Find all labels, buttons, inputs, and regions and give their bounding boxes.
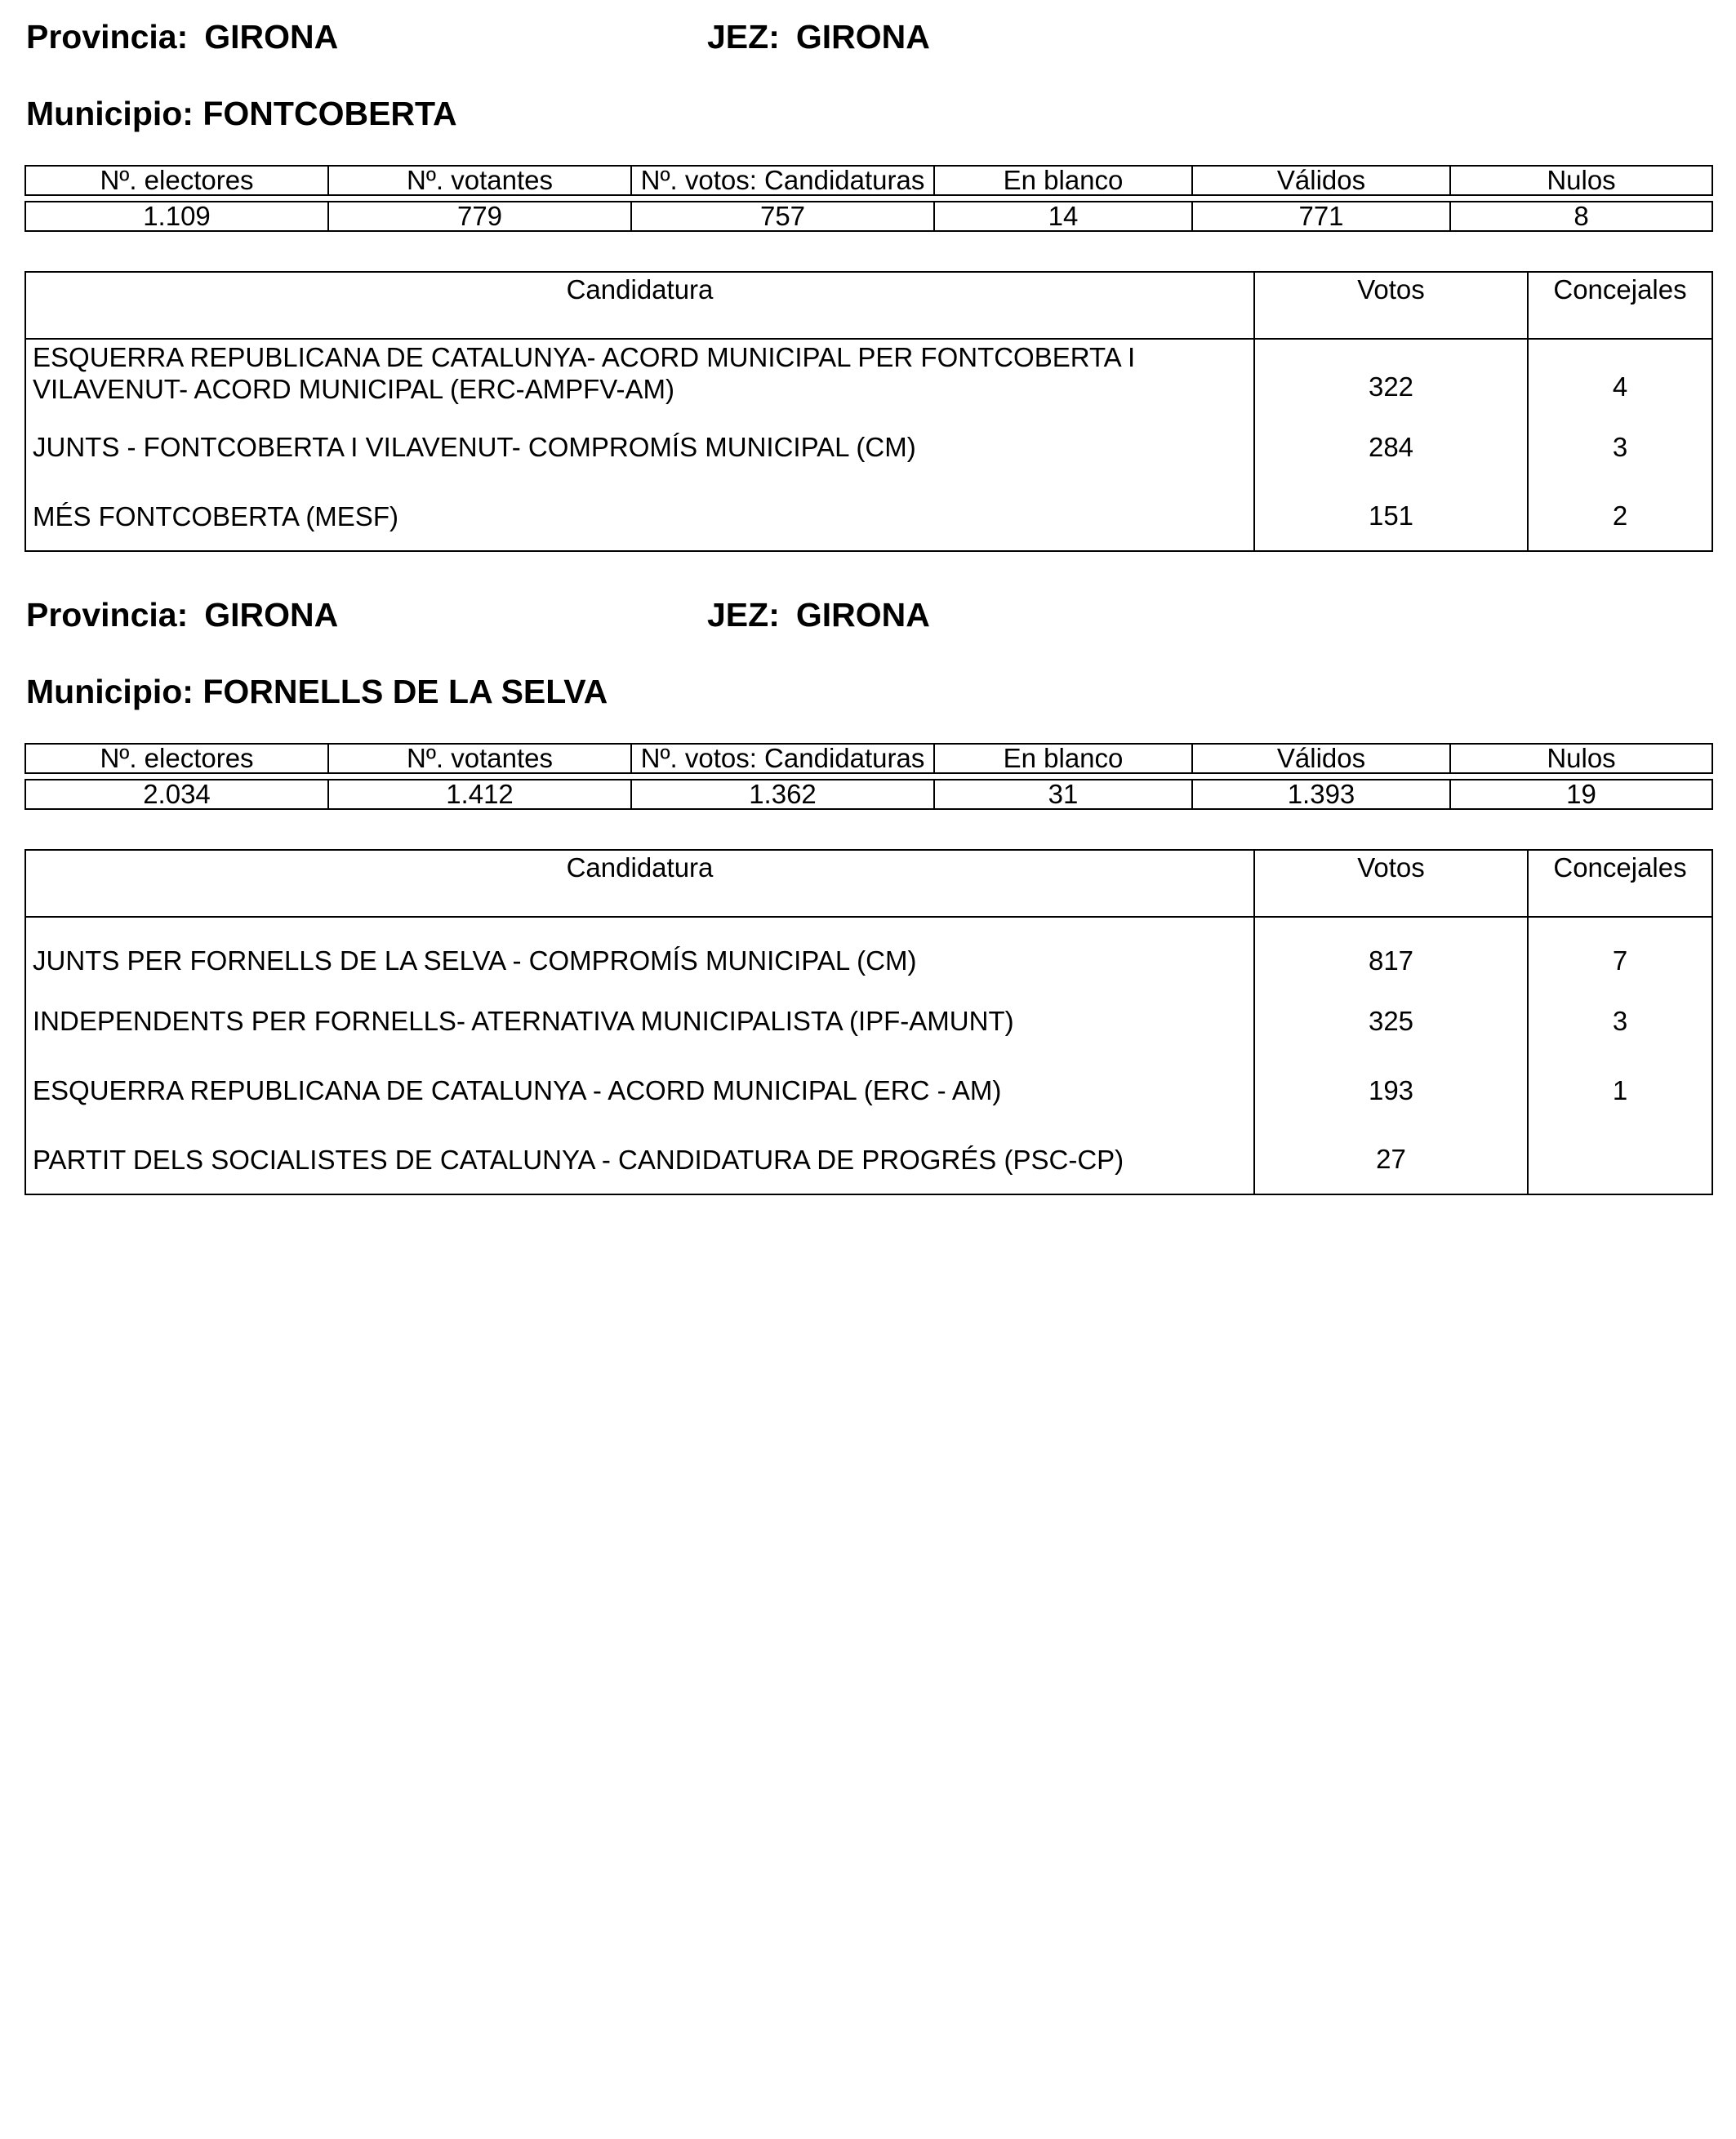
value-en-blanco: 31 <box>934 780 1192 809</box>
municipio-heading <box>26 671 608 712</box>
header-en-blanco: En blanco <box>934 166 1192 195</box>
header-votos: Votos <box>1254 850 1528 917</box>
candidate-seats: 4 <box>1528 339 1712 412</box>
municipio-value: FORNELLS DE LA SELVA <box>203 673 608 710</box>
candidate-seats: 7 <box>1528 917 1712 986</box>
value-validos: 1.393 <box>1192 780 1450 809</box>
table-row <box>25 339 1712 412</box>
value-votantes: 779 <box>328 202 631 231</box>
header-candidatura: Candidatura <box>25 272 1254 339</box>
jez-heading <box>707 594 930 635</box>
header-concejales: Concejales <box>1528 272 1712 339</box>
header-concejales: Concejales <box>1528 850 1712 917</box>
candidates-header-row <box>25 272 1712 339</box>
table-row <box>25 412 1712 482</box>
candidate-name: ESQUERRA REPUBLICANA DE CATALUNYA - ACORD MUNICIPAL (ERC - AM) <box>25 1056 1254 1125</box>
candidate-votes: 284 <box>1254 412 1528 482</box>
candidate-votes: 817 <box>1254 917 1528 986</box>
header-votantes: Nº. votantes <box>328 166 631 195</box>
candidates-table <box>24 849 1713 1195</box>
header-votos-candidaturas: Nº. votos: Candidaturas <box>631 744 934 773</box>
value-electores: 1.109 <box>25 202 328 231</box>
provincia-heading <box>26 16 338 57</box>
candidate-votes: 27 <box>1254 1125 1528 1194</box>
header-candidatura: Candidatura <box>25 850 1254 917</box>
candidate-name: ESQUERRA REPUBLICANA DE CATALUNYA- ACORD MUNICIPAL PER FONTCOBERTA I VILAVENUT- ACORD MUNICIPAL (ERC-AMPFV-AM) <box>25 339 1254 412</box>
candidate-name: JUNTS PER FORNELLS DE LA SELVA - COMPROMÍS MUNICIPAL (CM) <box>25 917 1254 986</box>
value-nulos: 19 <box>1450 780 1712 809</box>
results-summary-table <box>24 165 1713 232</box>
candidate-votes: 322 <box>1254 339 1528 412</box>
summary-header-row <box>25 744 1712 773</box>
municipio-label: Municipio: <box>26 673 194 710</box>
table-row <box>25 1125 1712 1194</box>
summary-value-row <box>25 202 1712 231</box>
header-validos: Válidos <box>1192 744 1450 773</box>
header-votos-candidaturas: Nº. votos: Candidaturas <box>631 166 934 195</box>
value-votos-candidaturas: 1.362 <box>631 780 934 809</box>
table-row <box>25 482 1712 551</box>
candidate-name: JUNTS - FONTCOBERTA I VILAVENUT- COMPROMÍS MUNICIPAL (CM) <box>25 412 1254 482</box>
candidate-votes: 193 <box>1254 1056 1528 1125</box>
provincia-label: Provincia: <box>26 596 189 634</box>
header-en-blanco: En blanco <box>934 744 1192 773</box>
header-validos: Válidos <box>1192 166 1450 195</box>
candidate-votes: 325 <box>1254 986 1528 1056</box>
header-votos: Votos <box>1254 272 1528 339</box>
table-row <box>25 917 1712 986</box>
value-electores: 2.034 <box>25 780 328 809</box>
table-row <box>25 1056 1712 1125</box>
municipio-value: FONTCOBERTA <box>203 95 457 132</box>
candidate-name: MÉS FONTCOBERTA (MESF) <box>25 482 1254 551</box>
candidate-seats: 3 <box>1528 986 1712 1056</box>
provincia-value: GIRONA <box>204 596 339 634</box>
header-nulos: Nulos <box>1450 166 1712 195</box>
results-summary-table <box>24 743 1713 810</box>
summary-header-row <box>25 166 1712 195</box>
municipio-label: Municipio: <box>26 95 194 132</box>
summary-value-row <box>25 780 1712 809</box>
jez-label: JEZ: <box>707 596 780 634</box>
candidate-seats: 1 <box>1528 1056 1712 1125</box>
candidate-seats <box>1528 1125 1712 1194</box>
candidate-name: PARTIT DELS SOCIALISTES DE CATALUNYA - CANDIDATURA DE PROGRÉS (PSC-CP) <box>25 1125 1254 1194</box>
candidate-seats: 3 <box>1528 412 1712 482</box>
value-en-blanco: 14 <box>934 202 1192 231</box>
jez-heading <box>707 16 930 57</box>
jez-value: GIRONA <box>795 18 930 56</box>
value-votantes: 1.412 <box>328 780 631 809</box>
provincia-value: GIRONA <box>204 18 339 56</box>
header-votantes: Nº. votantes <box>328 744 631 773</box>
provincia-label: Provincia: <box>26 18 189 56</box>
value-votos-candidaturas: 757 <box>631 202 934 231</box>
header-electores: Nº. electores <box>25 166 328 195</box>
candidate-name: INDEPENDENTS PER FORNELLS- ATERNATIVA MUNICIPALISTA (IPF-AMUNT) <box>25 986 1254 1056</box>
jez-value: GIRONA <box>795 596 930 634</box>
table-row <box>25 986 1712 1056</box>
municipio-heading <box>26 93 457 134</box>
candidate-seats: 2 <box>1528 482 1712 551</box>
candidate-votes: 151 <box>1254 482 1528 551</box>
value-nulos: 8 <box>1450 202 1712 231</box>
provincia-heading <box>26 594 338 635</box>
candidates-table <box>24 271 1713 552</box>
header-nulos: Nulos <box>1450 744 1712 773</box>
value-validos: 771 <box>1192 202 1450 231</box>
jez-label: JEZ: <box>707 18 780 56</box>
header-electores: Nº. electores <box>25 744 328 773</box>
candidates-header-row <box>25 850 1712 917</box>
